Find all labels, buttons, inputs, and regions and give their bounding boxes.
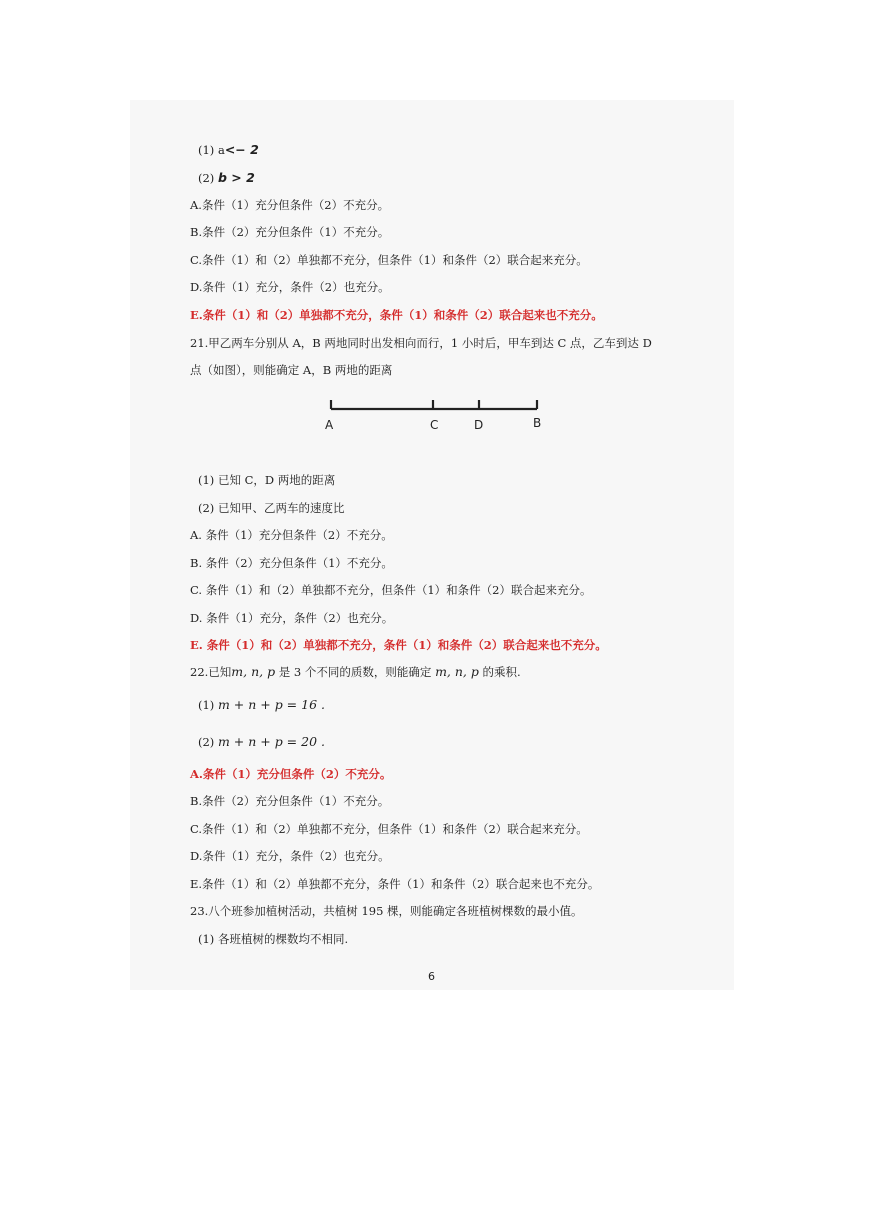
q21-option-a: A. 条件（1）充分但条件（2）不充分。 [190, 528, 393, 542]
q21-condition-1: (1) 已知 C，D 两地的距离 [198, 473, 336, 487]
q22-stem-suffix: 的乘积. [482, 665, 521, 679]
q20-condition-1-math: <− 2 [224, 142, 259, 157]
q22-condition-2-equation: m + n + p = 20 . [217, 734, 325, 749]
q20-option-b: B.条件（2）充分但条件（1）不充分。 [190, 225, 390, 239]
page-number: 6 [428, 970, 435, 983]
q22-option-a-answer: A.条件（1）充分但条件（2）不充分。 [190, 767, 392, 781]
point-a-label: A [325, 418, 334, 432]
q22-option-b: B.条件（2）充分但条件（1）不充分。 [190, 794, 390, 808]
q22-condition-1-label: (1) [198, 698, 215, 712]
q23-stem: 23.八个班参加植树活动，共植树 195 棵，则能确定各班植树棵数的最小值。 [190, 904, 583, 918]
q22-stem [190, 664, 521, 680]
q20-option-d: D.条件（1）充分，条件（2）也充分。 [190, 280, 390, 294]
q22-condition-2 [198, 734, 325, 750]
q21-option-e-answer: E. 条件（1）和（2）单独都不充分，条件（1）和条件（2）联合起来也不充分。 [190, 638, 607, 652]
q21-option-c: C. 条件（1）和（2）单独都不充分，但条件（1）和条件（2）联合起来充分。 [190, 583, 592, 597]
q22-condition-1-equation: m + n + p = 16 . [217, 697, 325, 712]
q22-stem-prefix: 22.已知 [190, 665, 232, 679]
q23-condition-1: (1) 各班植树的棵数均不相同. [198, 932, 349, 946]
q22-variables-1: m, n, p [231, 664, 276, 679]
q22-option-c: C.条件（1）和（2）单独都不充分，但条件（1）和条件（2）联合起来充分。 [190, 822, 588, 836]
q20-condition-2-label: (2) [198, 171, 215, 185]
q22-condition-2-label: (2) [198, 735, 215, 749]
q21-option-b: B. 条件（2）充分但条件（1）不充分。 [190, 556, 393, 570]
q20-condition-1-label: (1) a [198, 143, 225, 157]
q21-stem-line-1: 21.甲乙两车分别从 A，B 两地同时出发相向而行，1 小时后，甲车到达 C 点，乙车到达 D [190, 336, 652, 350]
q22-option-d: D.条件（1）充分，条件（2）也充分。 [190, 849, 390, 863]
point-d-label: D [474, 418, 484, 432]
q21-option-d: D. 条件（1）充分，条件（2）也充分。 [190, 611, 394, 625]
q20-condition-2-math: b > 2 [217, 170, 255, 185]
q20-condition-1 [198, 142, 259, 158]
q21-stem-line-2: 点（如图），则能确定 A，B 两地的距离 [190, 363, 393, 377]
q22-condition-1 [198, 697, 325, 713]
point-c-label: C [430, 418, 439, 432]
q20-condition-2 [198, 170, 255, 186]
q22-variables-2: m, n, p [435, 664, 479, 679]
q20-option-e-answer: E.条件（1）和（2）单独都不充分，条件（1）和条件（2）联合起来也不充分。 [190, 308, 603, 322]
point-b-label: B [533, 416, 542, 430]
q22-option-e: E.条件（1）和（2）单独都不充分，条件（1）和条件（2）联合起来也不充分。 [190, 877, 600, 891]
q21-condition-2: (2) 已知甲、乙两车的速度比 [198, 501, 345, 515]
q20-option-a: A.条件（1）充分但条件（2）不充分。 [190, 198, 390, 212]
q22-stem-middle: 是 3 个不同的质数，则能确定 [278, 665, 432, 679]
q21-distance-diagram [320, 394, 550, 434]
q20-option-c: C.条件（1）和（2）单独都不充分，但条件（1）和条件（2）联合起来充分。 [190, 253, 588, 267]
